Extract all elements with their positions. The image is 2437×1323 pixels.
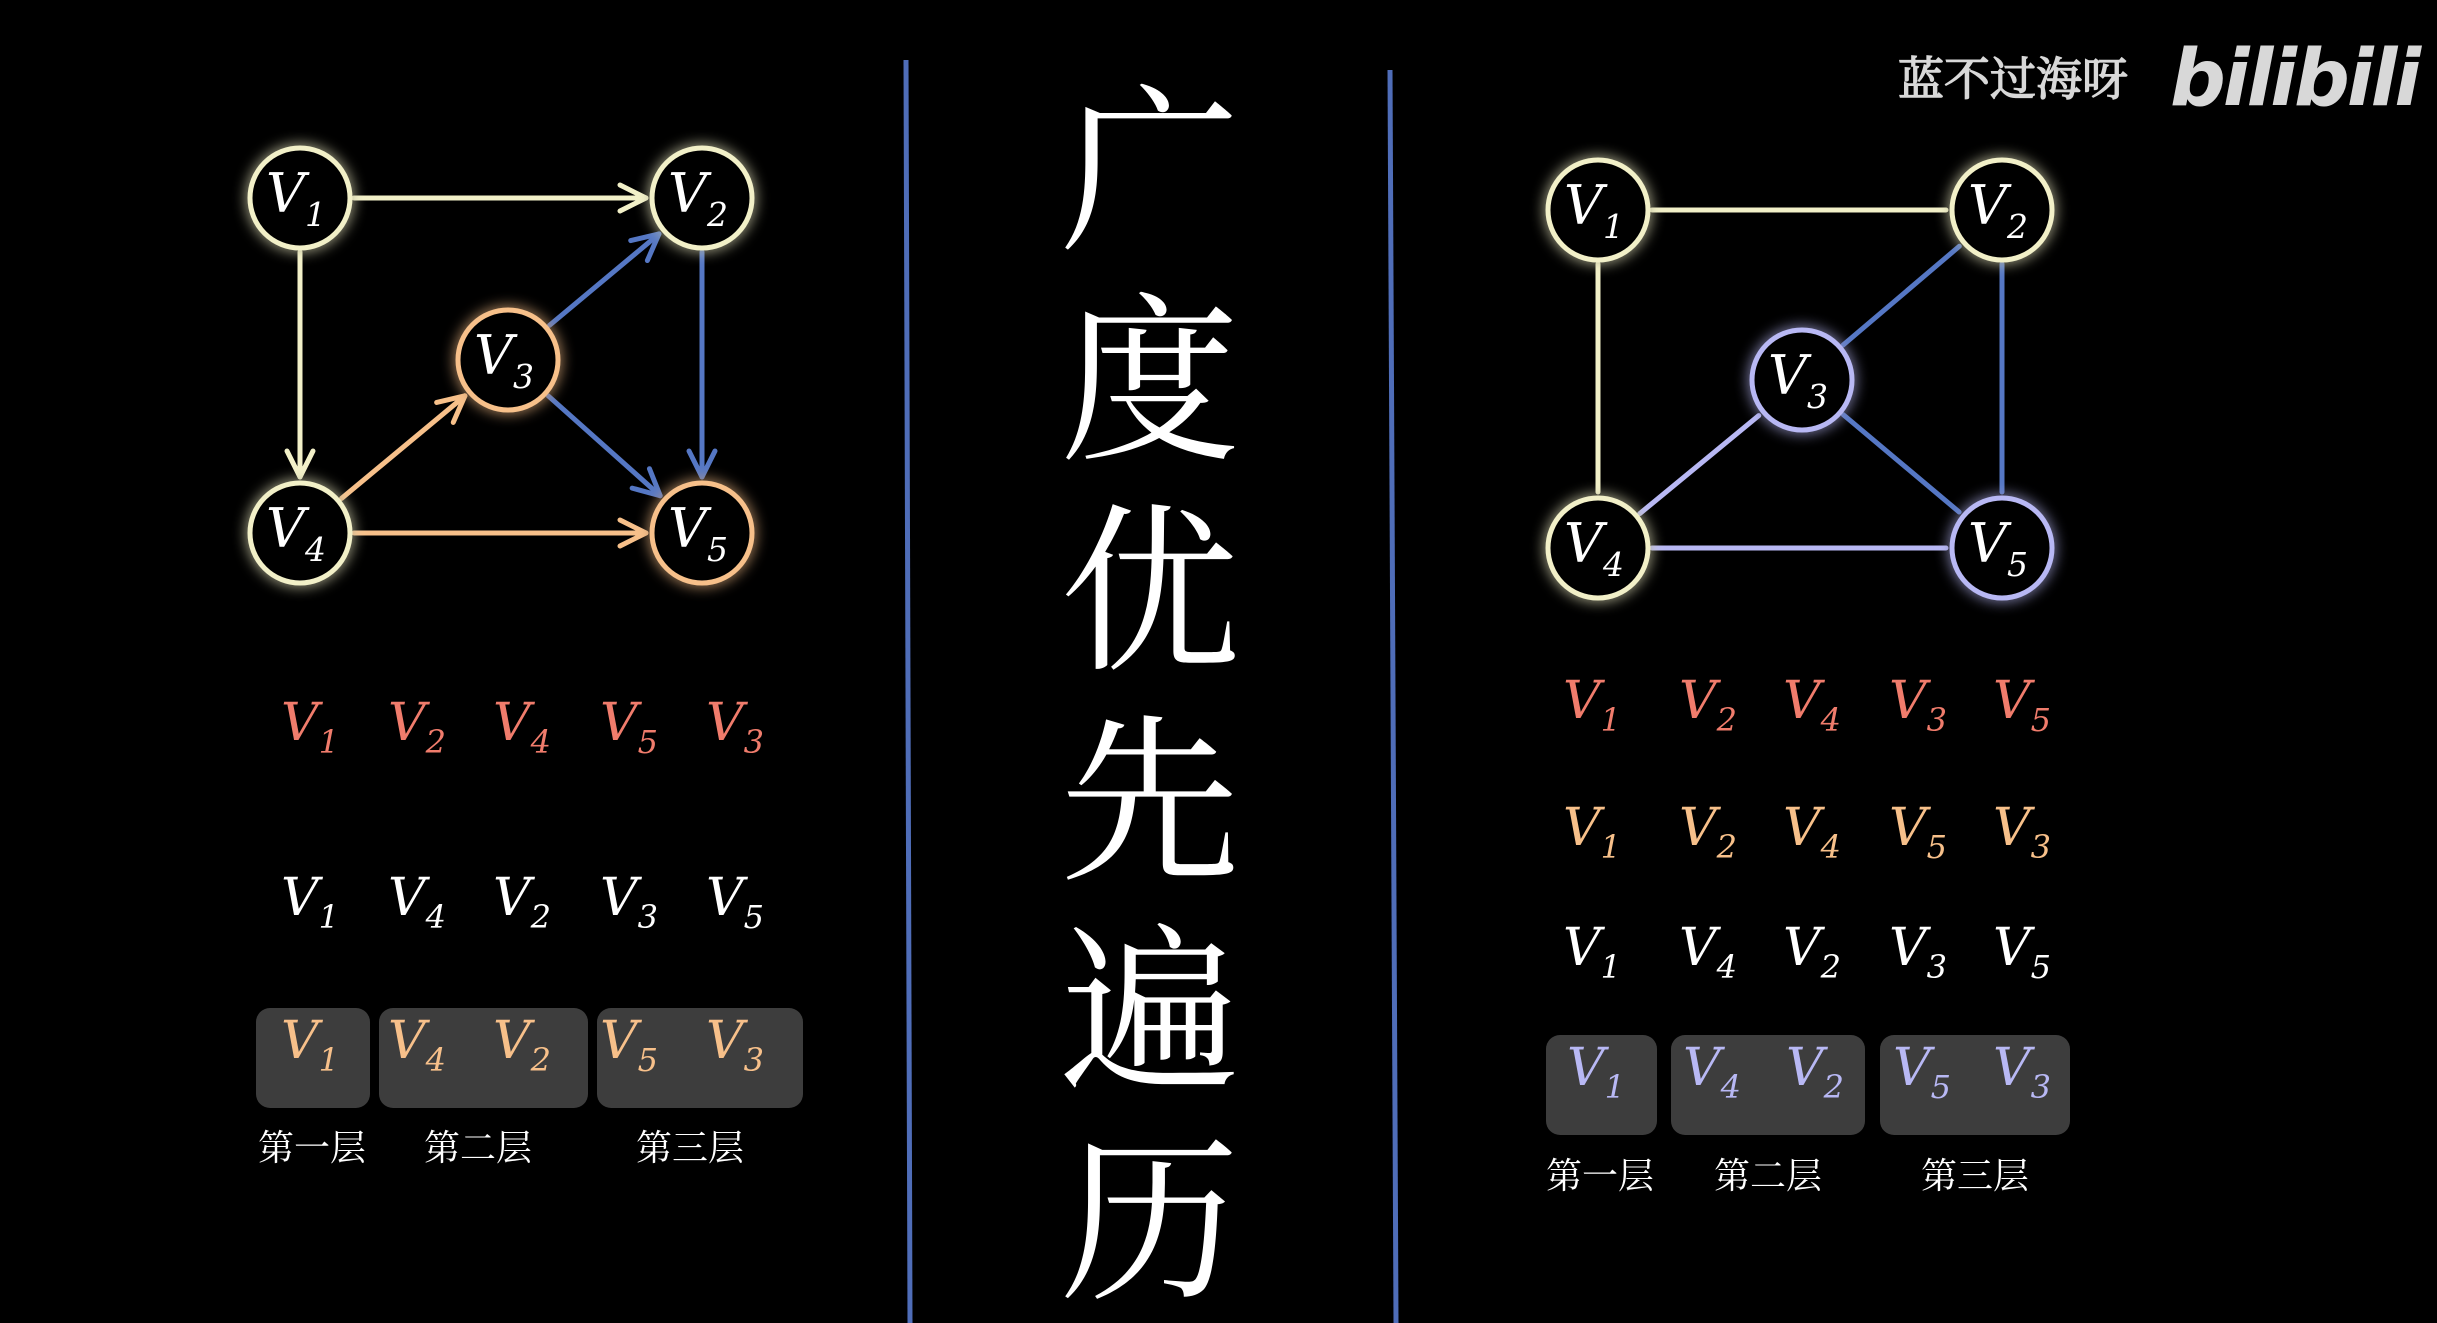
node-v5 [652,483,752,583]
title-char: 历 [1059,1119,1241,1323]
edge-v3-v2 [1843,246,1959,345]
layer-item: $V_3$ [1993,1038,2051,1106]
layer-caption: 第二层 [423,1128,533,1169]
edge-v3-v5 [1843,415,1959,512]
node-label: $V_5$ [1968,512,2028,584]
layer-group [1546,1035,1657,1197]
page-title [1060,69,1240,1323]
watermark-author: 蓝不过海呀 [1898,52,2128,106]
title-char: 遍 [1059,909,1241,1118]
sequence-item: $V_5$ [706,868,764,936]
sequence-item: $V_3$ [1889,918,1947,986]
node-v2 [1952,160,2052,260]
sequence-item: $V_2$ [1679,798,1737,866]
sequence-item: $V_5$ [1993,671,2051,739]
sequence-item: $V_5$ [600,693,658,761]
sequence-item: $V_4$ [493,693,551,761]
node-label: $V_4$ [266,497,326,569]
node-label: $V_1$ [1564,174,1624,246]
layer-caption: 第二层 [1713,1156,1823,1197]
layer-caption: 第一层 [1545,1156,1655,1197]
node-label: $V_1$ [266,162,326,234]
sequence-item: $V_1$ [1563,918,1621,986]
traversal-sequence [1563,918,2051,986]
node-v3 [1752,330,1852,430]
layer-caption: 第一层 [257,1128,367,1169]
layer-item: $V_2$ [1786,1038,1844,1106]
layer-item: $V_1$ [1567,1038,1625,1106]
sequence-item: $V_4$ [1783,671,1841,739]
sequence-item: $V_3$ [1993,798,2051,866]
title-char: 先 [1059,699,1241,908]
sequence-item: $V_3$ [600,868,658,936]
node-v4 [1548,498,1648,598]
layer-group [256,1008,370,1169]
node-v1 [250,148,350,248]
node-label: $V_3$ [474,324,534,396]
sequence-item: $V_3$ [1889,671,1947,739]
layer-item: $V_5$ [1893,1038,1951,1106]
layer-group [597,1008,803,1169]
layer-item: $V_3$ [706,1011,764,1079]
sequence-item: $V_2$ [1783,918,1841,986]
node-label: $V_3$ [1768,344,1828,416]
traversal-sequence [281,693,764,761]
edge-v3-v2 [549,234,659,325]
title-char: 广 [1059,69,1241,278]
node-v1 [1548,160,1648,260]
sequence-item: $V_4$ [388,868,446,936]
traversal-sequence [281,868,764,936]
edge-v4-v5 [354,520,646,546]
node-v4 [250,483,350,583]
sequence-item: $V_1$ [281,693,339,761]
edge-v3-v5 [548,396,660,496]
layer-caption: 第三层 [635,1128,745,1169]
layer-group [1880,1035,2070,1197]
sequence-item: $V_2$ [388,693,446,761]
sequence-item: $V_1$ [1563,798,1621,866]
layer-item: $V_4$ [388,1011,446,1079]
traversal-sequence [1563,798,2051,866]
node-label: $V_4$ [1564,512,1624,584]
node-v3 [458,310,558,410]
node-label: $V_5$ [668,497,728,569]
edge-v2-v5 [689,252,715,477]
title-char: 度 [1059,279,1241,488]
edge-v1-v2 [354,185,646,211]
right-divider [1390,70,1396,1323]
layer-item: $V_5$ [600,1011,658,1079]
sequence-item: $V_5$ [1993,918,2051,986]
node-v2 [652,148,752,248]
bilibili-logo: bilibili [2170,34,2419,124]
layer-group [1671,1035,1865,1197]
sequence-item: $V_1$ [1563,671,1621,739]
layer-group [379,1008,588,1169]
layer-item: $V_2$ [493,1011,551,1079]
layer-caption: 第三层 [1920,1156,2030,1197]
sequence-item: $V_4$ [1783,798,1841,866]
edge-v4-v3 [342,396,465,499]
edge-v1-v4 [287,252,313,477]
sequence-item: $V_4$ [1679,918,1737,986]
sequence-item: $V_2$ [493,868,551,936]
title-char: 优 [1059,489,1241,698]
layer-item: $V_4$ [1683,1038,1741,1106]
sequence-item: $V_3$ [706,693,764,761]
node-label: $V_2$ [1968,174,2028,246]
sequence-item: $V_1$ [281,868,339,936]
edge-v4-v3 [1640,416,1759,514]
left-divider [906,60,910,1323]
node-v5 [1952,498,2052,598]
sequence-item: $V_2$ [1679,671,1737,739]
node-label: $V_2$ [668,162,728,234]
layer-item: $V_1$ [281,1011,339,1079]
sequence-item: $V_5$ [1889,798,1947,866]
traversal-sequence [1563,671,2051,739]
